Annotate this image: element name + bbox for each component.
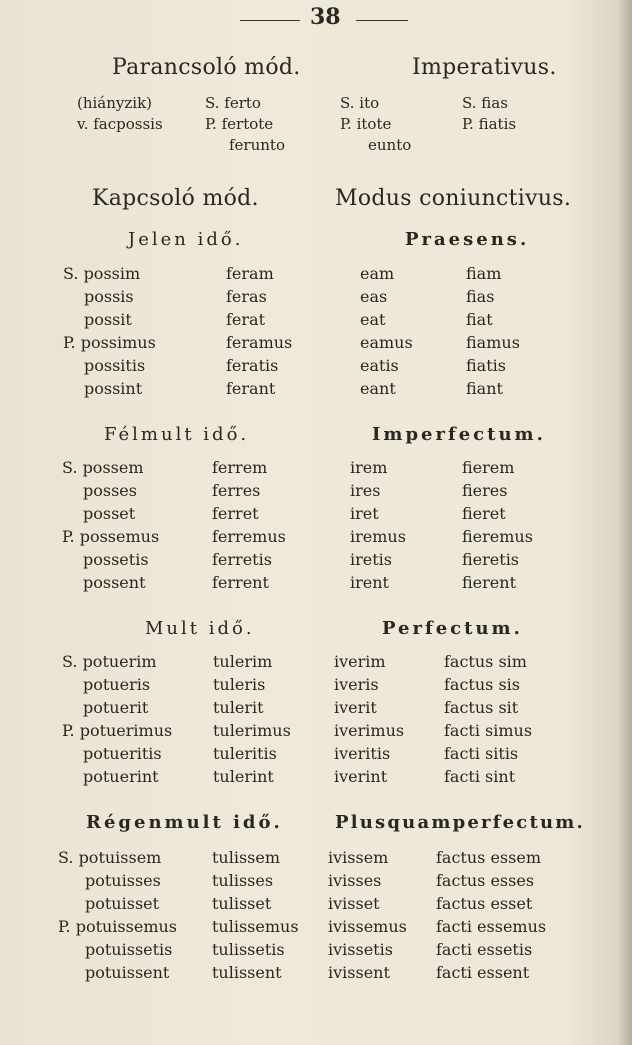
conjugation-cell: factus sis <box>444 675 520 694</box>
imperative-heading-hu: Parancsoló mód. <box>112 55 301 80</box>
section-title-la: Perfectum. <box>382 618 523 639</box>
imperative-cell: ferunto <box>229 136 285 154</box>
conjugation-cell: potuissetis <box>85 940 173 959</box>
section-col-1 <box>62 456 159 594</box>
section-title-hu: Jelen idő. <box>128 229 244 250</box>
conjugation-cell: P. possimus <box>63 333 156 352</box>
conjugation-cell: potuerit <box>83 698 149 717</box>
imperative-col-4 <box>462 93 516 135</box>
conjugation-cell: potuisset <box>85 894 160 913</box>
imperative-cell: v. facpossis <box>77 115 163 133</box>
conjugation-cell: ferretis <box>212 550 272 569</box>
conjugation-cell: facti essemus <box>436 917 547 936</box>
conjugation-cell: tuleritis <box>213 744 277 763</box>
conjugation-cell: iremus <box>350 527 406 546</box>
conjugation-cell: facti sint <box>444 767 516 786</box>
conjugation-cell: potuisses <box>85 871 161 890</box>
conjugation-cell: factus esses <box>436 871 535 890</box>
conjugation-cell: fierem <box>462 458 515 477</box>
conjugation-cell: ferrem <box>212 458 268 477</box>
conjugation-cell: iverimus <box>334 721 405 740</box>
conjugation-cell: eamus <box>360 333 413 352</box>
conjugation-cell: tulissemus <box>212 917 299 936</box>
conjugation-cell: tulerimus <box>213 721 291 740</box>
conjugation-cell: fieret <box>462 504 506 523</box>
conjugation-cell: S. possem <box>62 458 144 477</box>
conjugation-cell: potueris <box>83 675 151 694</box>
conjugation-cell: fiat <box>466 310 493 329</box>
conjugation-cell: eas <box>360 287 388 306</box>
conjugation-cell: factus sit <box>444 698 519 717</box>
conjugation-cell: tulerim <box>213 652 273 671</box>
conjugation-cell: iverim <box>334 652 386 671</box>
conjugation-cell: factus essem <box>436 848 541 867</box>
conjugation-cell: potuerint <box>83 767 159 786</box>
page-edge-shadow <box>618 0 632 1045</box>
conjugation-cell: ivisset <box>328 894 380 913</box>
conjugation-cell: ivissent <box>328 963 390 982</box>
conjugation-cell: ivissemus <box>328 917 407 936</box>
conjugation-cell: feramus <box>226 333 293 352</box>
conjugation-cell: facti sitis <box>444 744 519 763</box>
section-title-la: Praesens. <box>405 229 530 250</box>
conjugation-cell: possetis <box>83 550 149 569</box>
section-col-3 <box>360 262 413 400</box>
conjugation-cell: iverint <box>334 767 388 786</box>
conjugation-cell: P. possemus <box>62 527 160 546</box>
conjugation-cell: fias <box>466 287 495 306</box>
conjugation-cell: fieremus <box>462 527 533 546</box>
conjugation-cell: eat <box>360 310 386 329</box>
imperative-cell: S. ito <box>340 94 380 112</box>
page-number-rule-right <box>356 20 408 21</box>
conjugation-cell: fiamus <box>466 333 520 352</box>
page-number: 38 <box>310 4 341 30</box>
conjugation-cell: ivissem <box>328 848 389 867</box>
conjugation-cell: S. potuissem <box>58 848 162 867</box>
imperative-cell: S. fias <box>462 94 508 112</box>
conjugation-cell: fiant <box>466 379 503 398</box>
conjugation-cell: feratis <box>226 356 279 375</box>
conjugation-cell: S. possim <box>63 264 141 283</box>
section-col-1 <box>58 846 177 984</box>
subjunctive-heading-la: Modus coniunctivus. <box>335 186 572 211</box>
conjugation-cell: S. potuerim <box>62 652 157 671</box>
imperative-cell: P. itote <box>340 115 392 133</box>
imperative-col-1 <box>77 93 163 135</box>
conjugation-cell: irem <box>350 458 388 477</box>
imperative-col-2 <box>205 93 285 156</box>
conjugation-cell: tuleris <box>213 675 266 694</box>
conjugation-cell: eatis <box>360 356 399 375</box>
conjugation-cell: ferrent <box>212 573 269 592</box>
imperative-cell: P. fiatis <box>462 115 517 133</box>
section-col-4 <box>436 846 546 984</box>
conjugation-cell: tulissetis <box>212 940 285 959</box>
conjugation-cell: fierent <box>462 573 516 592</box>
imperative-heading-la: Imperativus. <box>412 55 557 80</box>
section-col-2 <box>212 456 286 594</box>
conjugation-cell: potuissent <box>85 963 170 982</box>
conjugation-cell: ferres <box>212 481 261 500</box>
conjugation-cell: fiam <box>466 264 502 283</box>
section-col-3 <box>350 456 406 594</box>
conjugation-cell: P. potuerimus <box>62 721 173 740</box>
conjugation-cell: iret <box>350 504 379 523</box>
conjugation-cell: possis <box>84 287 134 306</box>
conjugation-cell: facti simus <box>444 721 533 740</box>
section-title-la: Imperfectum. <box>372 424 546 445</box>
conjugation-cell: ivissetis <box>328 940 393 959</box>
conjugation-cell: factus esset <box>436 894 533 913</box>
conjugation-cell: tulisses <box>212 871 274 890</box>
conjugation-cell: possint <box>84 379 143 398</box>
conjugation-cell: iverit <box>334 698 377 717</box>
section-col-3 <box>334 650 404 788</box>
imperative-cell: S. ferto <box>205 94 261 112</box>
section-title-hu: Félmult idő. <box>104 424 250 445</box>
conjugation-cell: ferremus <box>212 527 286 546</box>
conjugation-cell: possit <box>84 310 132 329</box>
conjugation-cell: facti essent <box>436 963 530 982</box>
imperative-cell: eunto <box>368 136 412 154</box>
conjugation-cell: fiatis <box>466 356 506 375</box>
imperative-cell: (hiányzik) <box>77 94 153 112</box>
section-col-3 <box>328 846 407 984</box>
imperative-col-3 <box>340 93 411 156</box>
conjugation-cell: ferat <box>226 310 266 329</box>
conjugation-cell: feram <box>226 264 274 283</box>
conjugation-cell: irent <box>350 573 389 592</box>
conjugation-cell: possitis <box>84 356 146 375</box>
conjugation-cell: possent <box>83 573 146 592</box>
conjugation-cell: tulissem <box>212 848 281 867</box>
conjugation-cell: ferant <box>226 379 276 398</box>
conjugation-cell: posset <box>83 504 136 523</box>
subjunctive-heading-hu: Kapcsoló mód. <box>92 186 259 211</box>
section-col-1 <box>63 262 156 400</box>
conjugation-cell: iveritis <box>334 744 391 763</box>
section-col-4 <box>444 650 532 788</box>
section-title-la: Plusquamperfectum. <box>335 812 585 833</box>
section-title-hu: Régenmult idő. <box>86 812 283 833</box>
page-number-rule-left <box>240 20 300 21</box>
conjugation-cell: ferret <box>212 504 259 523</box>
conjugation-cell: iveris <box>334 675 379 694</box>
section-col-2 <box>213 650 291 788</box>
imperative-cell: P. fertote <box>205 115 274 133</box>
conjugation-cell: tulerit <box>213 698 264 717</box>
conjugation-cell: ivisses <box>328 871 382 890</box>
section-col-2 <box>226 262 292 400</box>
conjugation-cell: P. potuissemus <box>58 917 177 936</box>
conjugation-cell: tulissent <box>212 963 282 982</box>
section-title-hu: Mult idő. <box>145 618 255 639</box>
conjugation-cell: fieres <box>462 481 508 500</box>
conjugation-cell: eam <box>360 264 395 283</box>
section-col-4 <box>462 456 533 594</box>
conjugation-cell: iretis <box>350 550 392 569</box>
conjugation-cell: tulerint <box>213 767 274 786</box>
conjugation-cell: posses <box>83 481 137 500</box>
conjugation-cell: feras <box>226 287 267 306</box>
conjugation-cell: facti essetis <box>436 940 533 959</box>
conjugation-cell: potueritis <box>83 744 162 763</box>
section-col-1 <box>62 650 172 788</box>
conjugation-cell: factus sim <box>444 652 527 671</box>
section-col-2 <box>212 846 299 984</box>
conjugation-cell: fieretis <box>462 550 520 569</box>
conjugation-cell: eant <box>360 379 396 398</box>
conjugation-cell: ires <box>350 481 381 500</box>
section-col-4 <box>466 262 520 400</box>
conjugation-cell: tulisset <box>212 894 272 913</box>
